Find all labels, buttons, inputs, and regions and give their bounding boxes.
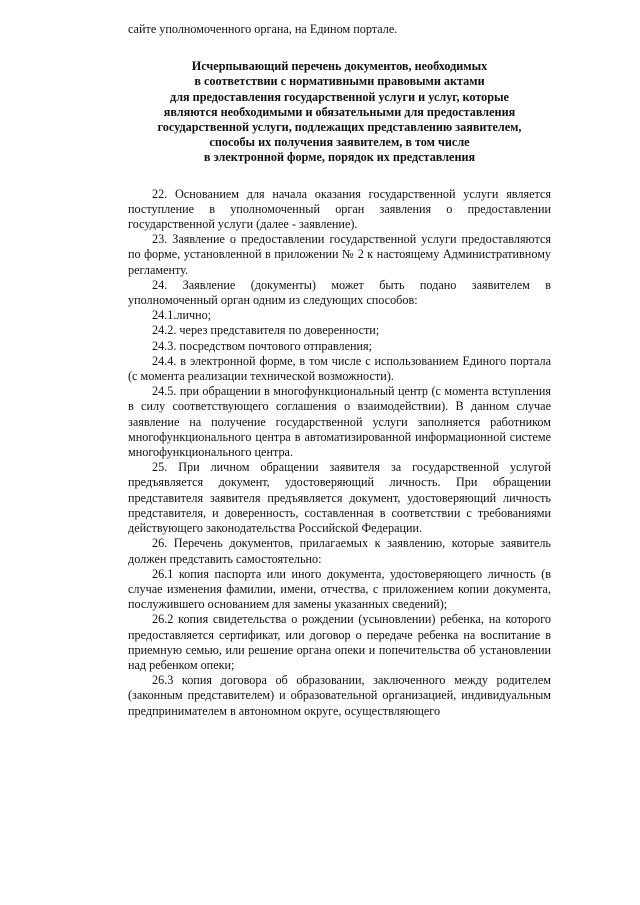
paragraph-23: 23. Заявление о предоставлении государственной услуги предоставляются по форме, установленной в приложении № 2 к настоящему Административному регламенту. [128,232,551,277]
document-page [128,22,551,719]
paragraph-24-1: 24.1.лично; [152,308,212,323]
paragraph-24-2: 24.2. через представителя по доверенности; [152,323,380,338]
paragraph-24-5: 24.5. при обращении в многофункциональный центр (с момента вступления в силу соответствующего соглашения о взаимодействии). В данном случае заявление на получение государственной услуги заполняется работником многофункционального центра в автоматизированной информационной системе многофункционального центра. [128,384,551,460]
intro-line: сайте уполномоченного органа, на Едином портале. [128,22,398,36]
section-heading [128,59,551,165]
heading-line: Исчерпывающий перечень документов, необходимых [191,59,488,74]
paragraph-26-1: 26.1 копия паспорта или иного документа, удостоверяющего личность (в случае изменения фамилии, имени, отчества, с приложением копии документа, послужившего основанием для замены указанных сведений); [128,566,551,612]
paragraph-24: 24. Заявление (документы) может быть подано заявителем в уполномоченный орган одним из следующих способов: [128,277,551,308]
paragraph-24-4: 24.4. в электронной форме, в том числе с использованием Единого портала (с момента реализации технической возможности). [128,353,551,384]
heading-line: в соответствии с нормативными правовыми актами [194,74,485,89]
paragraph-22: 22. Основанием для начала оказания государственной услуги является поступление в уполномоченный орган заявления о предоставлении государственной услуги (далее - заявление). [128,186,551,232]
paragraph-24-3: 24.3. посредством почтового отправления; [152,338,373,353]
paragraph-26-3: 26.3 копия договора об образовании, заключенного между родителем (законным представителем) и образовательной организацией, индивидуальным предпринимателем в автономном округе, осуществляющего [128,673,551,718]
heading-line: способы их получения заявителем, в том числе [209,135,470,150]
paragraph-26: 26. Перечень документов, прилагаемых к заявлению, которые заявитель должен представить самостоятельно: [128,536,551,566]
heading-line: в электронной форме, порядок их представления [203,150,476,165]
heading-line: для предоставления государственной услуги и услуг, которые [170,89,509,104]
paragraph-25: 25. При личном обращении заявителя за государственной услугой предъявляется документ, удостоверяющий личность. При обращении представителя заявителя предъявляется документ, удостоверяющий личность представителя, и доверенность, составленная в соответствии с требованиями действующего законодательства Российской Федерации. [128,460,551,536]
heading-line: являются необходимыми и обязательными для предоставления [163,104,516,119]
paragraph-26-2: 26.2 копия свидетельства о рождении (усыновлении) ребенка, на которого предоставляется сертификат, или договор о передаче ребенка на воспитание в приемную семью, или решение органа опеки и попечительства об установлении над ребенком опеки; [128,612,551,672]
heading-line: государственной услуги, подлежащих представлению заявителем, [157,120,522,135]
